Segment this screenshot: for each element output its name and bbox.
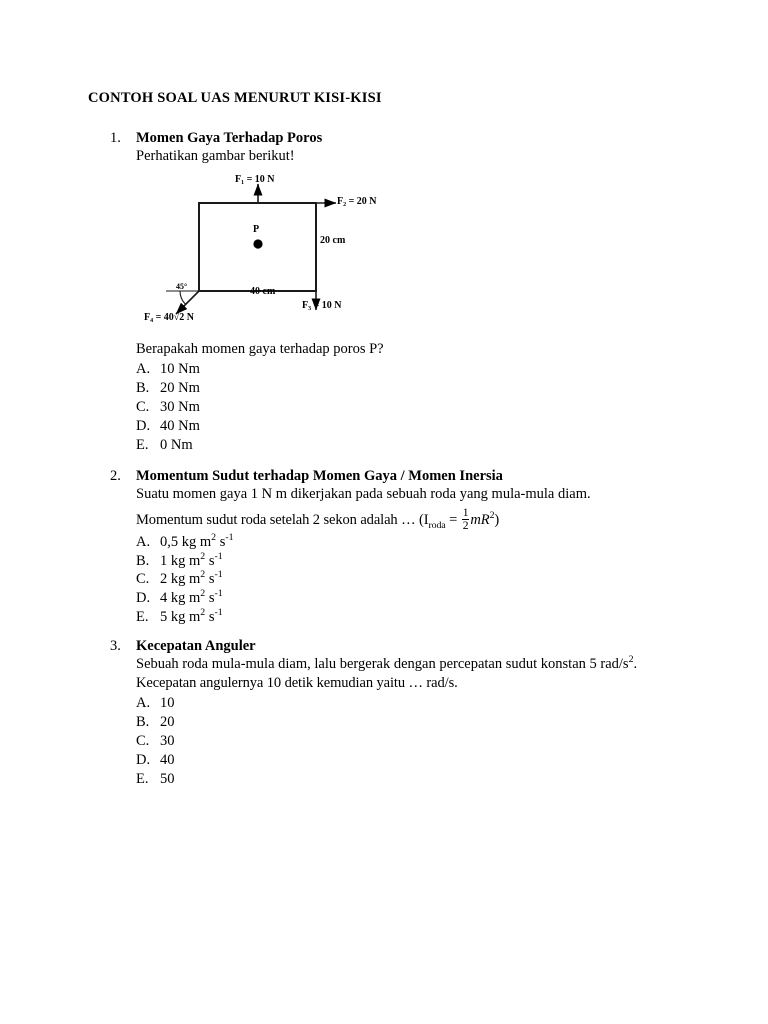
question-1-prompt: Berapakah momen gaya terhadap poros P? [136,341,384,357]
question-3-options [136,694,710,788]
option-value: 0,5 kg m [160,533,212,550]
option-letter: D. [136,751,151,768]
option-item[interactable] [136,751,710,770]
question-2-line-2-prefix: Momentum sudut roda setelah 2 sekon adalah … (I [136,512,429,529]
option-exponent-time: -1 [214,607,223,619]
option-item[interactable] [136,552,710,571]
option-unit: s [205,552,215,569]
option-unit: s [205,609,215,626]
question-3-line-1 [136,655,710,674]
option-item[interactable] [136,589,710,608]
question-1-intro: Perhatikan gambar berikut! [136,148,295,164]
question-2-heading [110,468,710,485]
option-letter: D. [136,590,151,607]
question-3-line-1-prefix: Sebuah roda mula-mula diam, lalu bergerak dengan percepatan sudut konstan 5 rad/s [136,656,629,672]
question-1-title: Momen Gaya Terhadap Poros [136,130,323,146]
option-letter: C. [136,398,150,415]
option-value: 1 kg m [160,552,201,569]
option-text: 0 Nm [160,436,193,453]
question-2-body [136,485,710,532]
acceleration-exponent: 2 [628,654,634,666]
figure-label-force-f3: F₃ = 10 N [302,300,342,311]
page-title: CONTOH SOAL UAS MENURUT KISI-KISI [88,90,382,106]
question-1-prompt-wrap [136,340,710,359]
option-text: 10 Nm [160,361,200,378]
fraction-one-half [462,507,470,532]
option-text [160,552,223,571]
option-text: 50 [160,770,175,787]
option-exponent-time: -1 [214,569,223,581]
option-item[interactable] [136,732,710,751]
option-item[interactable] [136,533,710,552]
force-arrow-f4 [176,291,199,314]
inertia-formula-body: mR [470,512,490,529]
option-item[interactable] [136,360,710,379]
option-text: 30 Nm [160,398,200,415]
figure-label-height-dimension: 20 cm [320,235,346,246]
option-text: 20 Nm [160,379,200,396]
option-text: 40 Nm [160,417,200,434]
option-letter: E. [136,770,149,787]
option-letter: E. [136,436,149,453]
question-2 [110,468,710,627]
figure-label-force-f1: F₁ = 10 N [235,174,275,185]
option-unit: s [205,590,215,607]
option-letter: A. [136,695,151,712]
option-letter: B. [136,379,150,396]
option-letter: A. [136,361,151,378]
question-2-line-2 [136,507,710,532]
option-exponent-time: -1 [214,550,223,562]
question-3-line-1-suffix: . [633,656,638,672]
option-letter: C. [136,571,150,588]
question-3-number: 3. [110,638,121,654]
question-1-heading [110,130,710,147]
option-item[interactable] [136,770,710,789]
angle-arc-45 [180,291,186,304]
option-unit: s [205,571,215,588]
option-unit: s [216,533,226,550]
option-letter: E. [136,609,149,626]
question-1-body [136,147,710,166]
option-exponent-area: 2 [200,607,206,619]
option-text [160,570,223,589]
option-letter: B. [136,714,150,731]
question-2-options [136,533,710,627]
question-2-number: 2. [110,468,121,484]
option-text [160,608,223,627]
option-value: 5 kg m [160,609,201,626]
pivot-point-p [253,239,262,248]
option-item[interactable] [136,570,710,589]
fraction-numerator: 1 [462,506,469,520]
figure-label-force-f2: F₂ = 20 N [337,196,377,207]
option-exponent-time: -1 [225,531,234,543]
question-3-heading [110,638,710,655]
equals-sign: = [445,512,461,529]
question-3-line-2: Kecepatan angulernya 10 detik kemudian yaitu … rad/s. [136,675,458,692]
question-1-options [136,360,710,454]
option-item[interactable] [136,436,710,455]
option-letter: C. [136,732,150,749]
figure-label-width-dimension: 40 cm [250,286,276,297]
option-text: 10 [160,695,175,712]
option-text: 20 [160,714,175,731]
inertia-subscript: roda [428,519,446,531]
question-1-answer-area [110,340,710,454]
option-letter: B. [136,552,150,569]
inertia-exponent: 2 [489,510,495,522]
option-text [160,589,223,608]
option-exponent-time: -1 [214,588,223,600]
question-2-line-1: Suatu momen gaya 1 N m dikerjakan pada sebuah roda yang mula-mula diam. [136,486,591,502]
option-text [160,533,234,552]
option-letter: D. [136,417,151,434]
option-item[interactable] [136,694,710,713]
option-item[interactable] [136,608,710,627]
option-item[interactable] [136,417,710,436]
option-text: 40 [160,751,175,768]
fraction-denominator: 2 [462,518,469,532]
option-item[interactable] [136,398,710,417]
torque-rectangle-diagram [140,168,440,328]
figure-label-angle: 45° [176,282,188,291]
option-exponent-area: 2 [200,588,206,600]
option-text: 30 [160,732,175,749]
closing-paren: ) [494,512,500,529]
question-3 [110,638,710,788]
option-value: 2 kg m [160,571,201,588]
option-item[interactable] [136,713,710,732]
option-exponent-area: 2 [200,550,206,562]
figure-label-pivot: P [253,224,260,235]
option-item[interactable] [136,379,710,398]
figure-vector-graphic [140,168,440,328]
question-2-title: Momentum Sudut terhadap Momen Gaya / Momen Inersia [136,468,503,484]
option-value: 4 kg m [160,590,201,607]
question-1-number: 1. [110,130,121,146]
option-exponent-area: 2 [211,531,217,543]
figure-label-force-f4: F₄ = 40√2 N [144,312,195,323]
option-letter: A. [136,533,151,550]
question-3-body [136,655,710,693]
question-3-title: Kecepatan Anguler [136,638,256,654]
option-exponent-area: 2 [200,569,206,581]
question-1 [110,130,710,166]
